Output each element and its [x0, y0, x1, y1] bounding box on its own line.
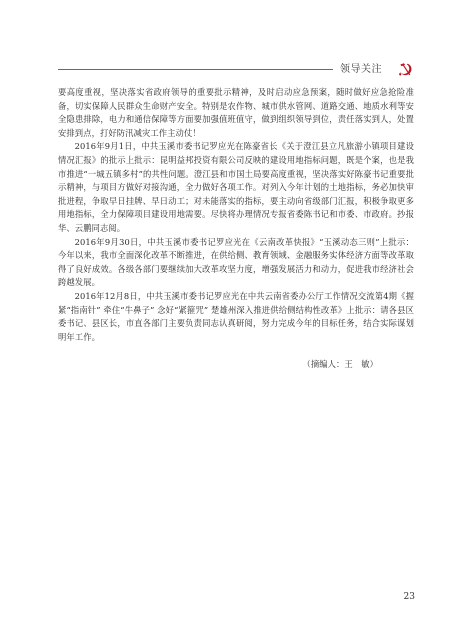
article-body [58, 86, 414, 372]
page-header [58, 62, 414, 78]
paragraph: 2016年9月1日，中共玉溪市委书记罗应光在陈豪省长《关于澄江县立凡旅游小镇项目建设情况汇报》的批示上批示：昆明益邦投资有限公司反映的建设用地指标问题，既是个案，也是我市推进“一城五镇多村”的共性问题。澄江县和市国土局要高度重视，坚决落实好陈豪书记重要批示精神，与项目方做好对接沟通，全力做好各项工作。对列入今年计划的土地指标，务必加快审批进程，争取早日挂牌、早日动工；对未能落实的指标，要主动向省级部门汇报，积极争取更多用地指标，全力保障项目建设用地需要。尽快将办理情况专报省委陈书记和市委、市政府。抄报华、云鹏同志阅。 [58, 141, 414, 233]
compiler-signature: （摘编人：王 敏） [302, 359, 378, 370]
party-emblem-icon [398, 62, 413, 77]
header-divider [58, 69, 333, 70]
page-number: 23 [403, 592, 415, 602]
section-title: 领导关注 [340, 64, 382, 75]
paragraph: 2016年12月8日，中共玉溪市委书记罗应光在中共云南省委办公厅工作情况交流第4期《握紧“指南针” 牵住“牛鼻子” 念好“紧箍咒” 楚雄州深入推进供给侧结构性改革》上批示：请各县区委书记、县区长，市直各部门主要负责同志认真研阅，努力完成今年的目标任务，结合实际谋划明年工作。 [58, 290, 414, 342]
paragraph: 2016年9月30日，中共玉溪市委书记罗应光在《云南改革快报》“玉溪动态三则”上批示：今年以来，我市全面深化改革不断推进，在供给侧、教育领域、金融服务实体经济方面等改革取得了良好成效。各级各部门要继续加大改革攻坚力度，增强发展活力和动力，促进我市经济社会跨越发展。 [58, 236, 414, 288]
paragraph: 要高度重视，坚决落实省政府领导的重要批示精神，及时启动应急预案，随时做好应急抢险准备，切实保障人民群众生命财产安全。特别是农作物、城市供水管网、道路交通、地质水利等安全隐患排除，电力和通信保障等方面要加强值班值守，做到组织领导到位，责任落实到人，处置安排到点，打好防汛减灾工作主动仗！ [58, 87, 414, 138]
